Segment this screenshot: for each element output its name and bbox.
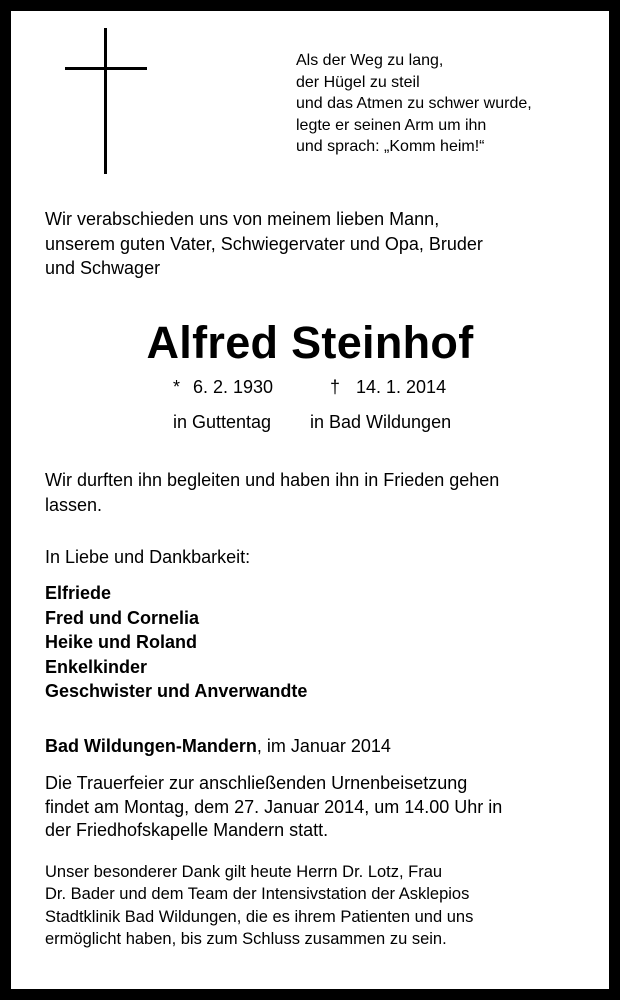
thanks-line: Dr. Bader und dem Team der Intensivstation der Asklepios [45,885,470,904]
poem-line: der Hügel zu steil [296,73,420,91]
death-date: 14. 1. 2014 [356,377,447,397]
intro-text [45,207,483,281]
obituary-card [11,11,609,989]
family-list [45,581,307,704]
poem-line: und das Atmen zu schwer wurde, [296,95,532,112]
poem-line: Als der Weg zu lang, [296,52,444,69]
death-date-line [330,375,446,399]
birth-place: in Guttentag [173,412,272,432]
thanks-line: Stadtklinik Bad Wildungen, die es ihrem Patienten und uns [45,907,474,926]
intro-line: Wir verabschieden uns von meinem lieben Mann, [45,209,440,229]
accompanied-text [45,468,499,517]
intro-line: unserem guten Vater, Schwiegervater und Opa, Bruder [45,233,483,254]
deceased-name: Alfred Steinhof [146,317,474,368]
place-date-rest: , im Januar 2014 [256,736,391,756]
place-name: Bad Wildungen-Mandern [45,736,257,756]
birth-date: 6. 2. 1930 [193,377,274,397]
thanks-line: Unser besonderer Dank gilt heute Herrn Dr. Lotz, Frau [45,863,443,881]
intro-line: und Schwager [45,258,161,278]
poem [296,50,532,158]
birth-star-icon: * [173,377,181,397]
love-line: In Liebe und Dankbarkeit: [45,547,251,567]
thanks-line: ermöglicht haben, bis zum Schluss zusammen zu sein. [45,929,447,948]
thanks-text [45,861,473,950]
family-member: Enkelkinder [45,656,148,677]
poem-line: legte er seinen Arm um ihn [296,116,487,134]
accompanied-line: Wir durften ihn begleiten und haben ihn in Frieden gehen [45,470,500,490]
cross-horizontal-bar [65,67,147,70]
service-text [45,772,502,843]
place-date-line [45,734,391,758]
family-member: Heike und Roland [45,632,198,652]
poem-line: und sprach: „Komm heim!“ [296,138,485,155]
service-line: der Friedhofskapelle Mandern statt. [45,820,329,840]
family-member: Geschwister und Anverwandte [45,681,308,701]
family-member: Elfriede [45,583,112,603]
cross-vertical-bar [104,28,107,174]
birth-date-line [173,375,273,399]
accompanied-line: lassen. [45,494,103,515]
death-dagger-icon: † [330,377,341,397]
service-line: Die Trauerfeier zur anschließenden Urnenbeisetzung [45,773,468,793]
service-line: findet am Montag, dem 27. Januar 2014, um 14.00 Uhr in [45,796,503,817]
death-place: in Bad Wildungen [310,412,452,432]
family-member: Fred und Cornelia [45,607,200,628]
